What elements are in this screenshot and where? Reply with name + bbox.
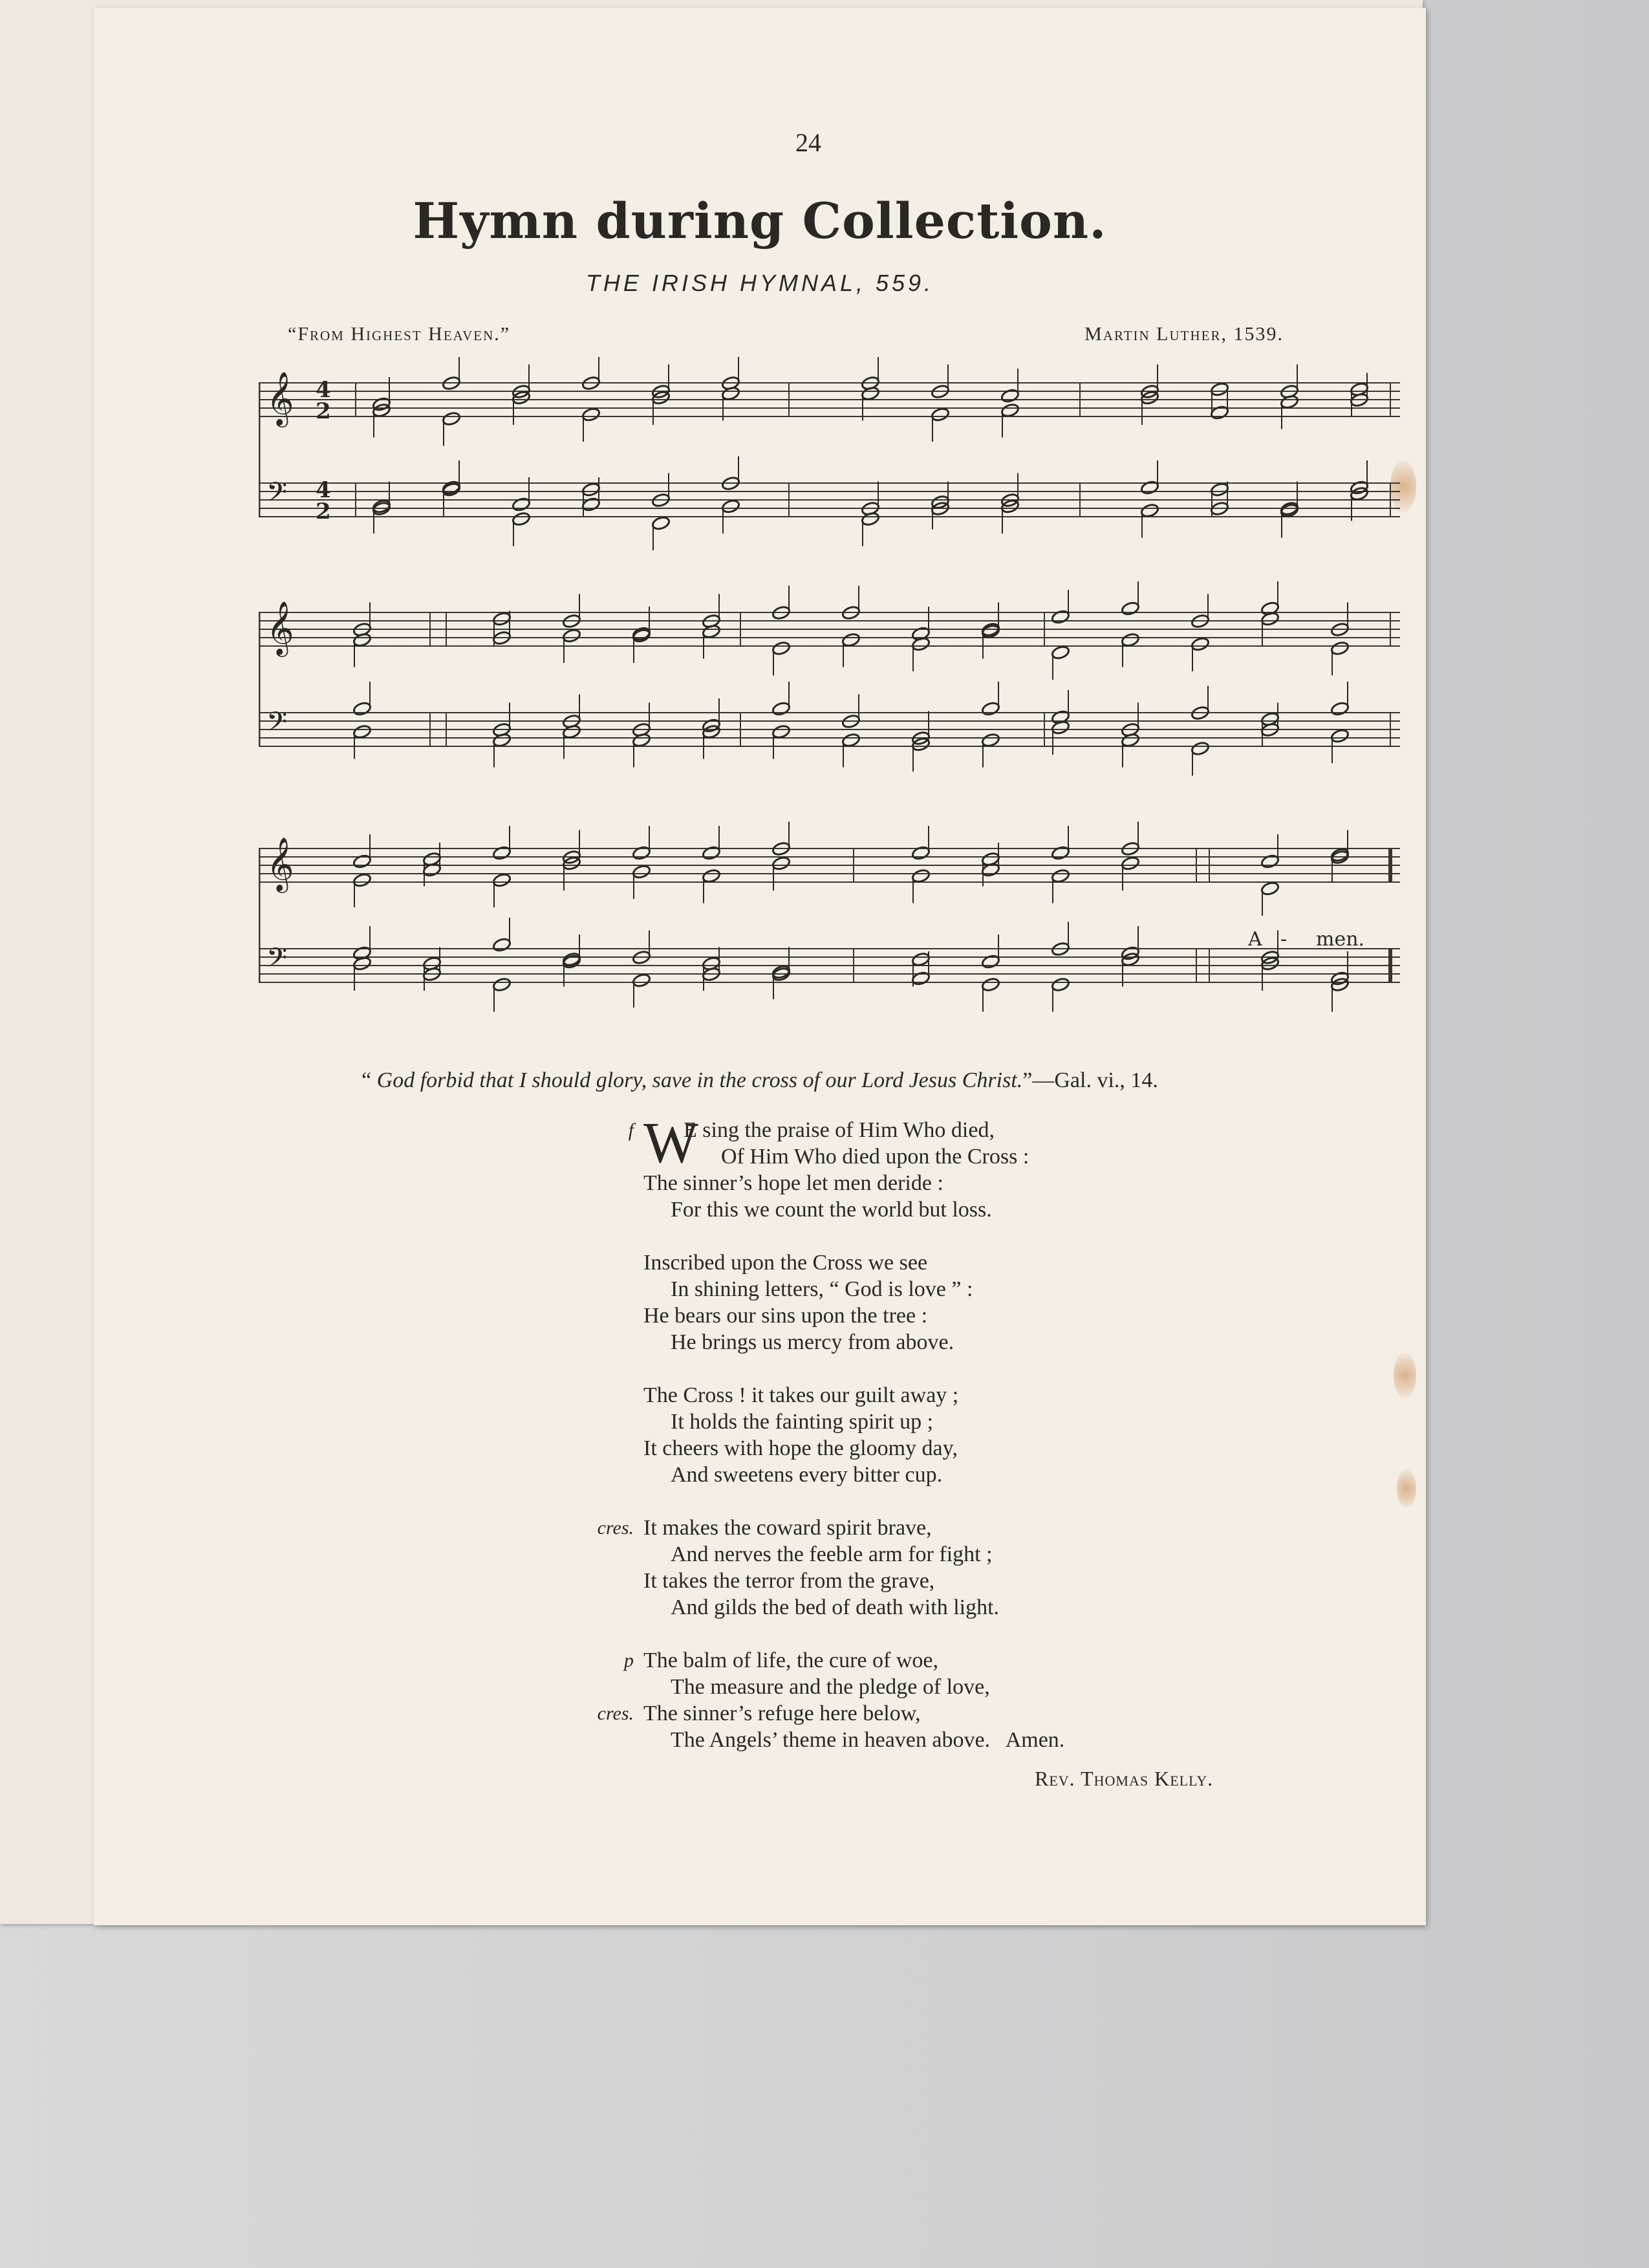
verse-3 xyxy=(643,1382,1064,1488)
epigraph-text: God forbid that I should glory, save in the cross of our Lord Jesus Christ. xyxy=(376,1068,1023,1092)
tune-name: “From Highest Heaven.” xyxy=(288,323,511,345)
verse-line: It cheers with hope the gloomy day, xyxy=(643,1436,958,1460)
notehead xyxy=(581,482,601,497)
dynamic-marking: cres. xyxy=(597,1703,634,1724)
notehead xyxy=(442,482,461,497)
notehead xyxy=(911,845,931,861)
music-score xyxy=(259,357,1410,1042)
notehead xyxy=(702,869,721,884)
notehead xyxy=(632,628,651,643)
notehead xyxy=(1121,856,1140,871)
lyric-hyphen: - xyxy=(1280,928,1288,951)
notehead xyxy=(721,499,740,514)
verse-line: The sinner’s hope let men deride : xyxy=(643,1171,943,1195)
paper-stain xyxy=(1397,1469,1416,1508)
notehead xyxy=(1330,728,1350,744)
verse-line: The sinner’s refuge here below, xyxy=(643,1701,921,1725)
notehead xyxy=(1140,503,1159,519)
notehead xyxy=(1191,741,1210,757)
notehead xyxy=(931,407,950,422)
bass-clef-icon: 𝄢 xyxy=(266,942,288,980)
hymn-verses xyxy=(597,1111,1065,1780)
time-signature-treble-bottom: 2 xyxy=(316,398,331,424)
treble-clef-icon: 𝄞 xyxy=(266,600,294,654)
notehead xyxy=(1000,388,1020,404)
notehead xyxy=(841,733,861,748)
notehead xyxy=(1330,701,1350,717)
notehead xyxy=(352,872,372,888)
notehead xyxy=(352,701,372,717)
verse-2 xyxy=(643,1249,1064,1355)
hymnal-reference: THE IRISH HYMNAL, 559. xyxy=(585,270,934,296)
notehead xyxy=(442,411,461,427)
verse-line: It makes the coward spirit brave, xyxy=(643,1516,932,1540)
verse-line: The balm of life, the cure of woe, xyxy=(643,1648,938,1672)
notehead xyxy=(981,701,1000,717)
lyric-amen-a: A xyxy=(1248,928,1262,951)
notehead xyxy=(911,952,931,967)
notehead xyxy=(492,611,512,627)
notehead xyxy=(562,952,581,967)
verse-line: He brings us mercy from above. xyxy=(671,1330,954,1354)
notehead xyxy=(1330,641,1350,656)
notehead xyxy=(632,864,651,880)
notehead xyxy=(632,973,651,988)
notehead xyxy=(911,971,931,986)
notehead xyxy=(492,977,512,993)
verse-line: For this we count the world but loss. xyxy=(671,1198,992,1222)
notehead xyxy=(1260,854,1280,869)
notehead xyxy=(1280,503,1299,519)
treble-clef-icon: 𝄞 xyxy=(266,836,294,891)
verse-line: The measure and the pledge of love, xyxy=(671,1675,990,1699)
verse-line: The Cross ! it takes our guilt away ; xyxy=(643,1383,959,1407)
notehead xyxy=(492,845,512,861)
verse-line: It holds the fainting spirit up ; xyxy=(671,1410,934,1434)
notehead xyxy=(771,641,791,656)
verse-4 xyxy=(597,1515,1064,1621)
notehead xyxy=(492,872,512,888)
notehead xyxy=(1210,405,1229,420)
notehead xyxy=(651,515,671,531)
dynamic-marking: f xyxy=(628,1119,634,1141)
verse-line: It takes the terror from the grave, xyxy=(643,1569,935,1593)
notehead xyxy=(771,964,791,980)
bass-clef-icon: 𝄢 xyxy=(266,706,288,744)
epigraph-open-quote: “ xyxy=(361,1068,377,1092)
notehead xyxy=(1210,482,1229,497)
notehead xyxy=(771,701,791,717)
hymn-title: Hymn during Collection. xyxy=(413,192,1107,250)
notehead xyxy=(352,854,372,869)
notehead xyxy=(1051,977,1070,993)
hymn-author: Rev. Thomas Kelly. xyxy=(1035,1767,1214,1790)
notehead xyxy=(1051,869,1070,884)
notehead xyxy=(1330,847,1350,863)
notehead xyxy=(1051,845,1070,861)
notehead xyxy=(1121,632,1140,648)
notehead xyxy=(562,628,581,643)
notehead xyxy=(1140,480,1159,495)
notehead xyxy=(1000,403,1020,418)
verse-line: He bears our sins upon the tree : xyxy=(643,1304,928,1328)
composer: Martin Luther, 1539. xyxy=(1084,323,1284,345)
page-number: 24 xyxy=(795,128,821,157)
notehead xyxy=(911,869,931,884)
notehead xyxy=(1121,601,1140,616)
verse-line: The Angels’ theme in heaven above. Amen. xyxy=(671,1728,1065,1752)
time-signature-bass-top: 4 xyxy=(316,477,331,503)
notehead xyxy=(771,856,791,871)
bass-clef-icon: 𝄢 xyxy=(266,477,288,514)
notehead xyxy=(512,512,531,527)
notehead xyxy=(841,632,861,648)
paper-stain xyxy=(1394,1353,1416,1398)
verse-line: E sing the praise of Him Who died, xyxy=(684,1118,995,1142)
time-signature-treble-top: 4 xyxy=(316,377,331,403)
hymn-page xyxy=(94,8,1426,1925)
notehead xyxy=(1191,636,1210,652)
verse-line: And sweetens every bitter cup. xyxy=(671,1463,943,1487)
notehead xyxy=(372,499,391,514)
notehead xyxy=(1260,881,1280,896)
dynamic-marking: p xyxy=(624,1650,634,1671)
notehead xyxy=(492,937,512,953)
dynamic-marking: cres. xyxy=(597,1517,634,1539)
notehead xyxy=(1051,645,1070,660)
verse-line: And nerves the feeble arm for fight ; xyxy=(671,1542,993,1566)
notehead xyxy=(512,497,531,512)
notehead xyxy=(981,624,1000,640)
lyric-amen-men: men. xyxy=(1316,928,1365,951)
drop-cap: W xyxy=(643,1111,698,1175)
epigraph xyxy=(94,1068,1426,1093)
notehead xyxy=(702,845,721,861)
notehead xyxy=(981,977,1000,993)
notehead xyxy=(352,724,372,740)
verse-line: Inscribed upon the Cross we see xyxy=(643,1251,928,1275)
time-signature-bass-bottom: 2 xyxy=(316,499,331,524)
notehead xyxy=(632,845,651,861)
verse-5 xyxy=(597,1647,1065,1753)
epigraph-reference: ”—Gal. vi., 14. xyxy=(1022,1068,1158,1092)
verse-line: And gilds the bed of death with light. xyxy=(671,1595,1000,1619)
verse-1 xyxy=(628,1111,1064,1223)
notehead xyxy=(981,733,1000,748)
verse-line: In shining letters, “ God is love ” : xyxy=(671,1277,973,1301)
treble-clef-icon: 𝄞 xyxy=(266,371,294,425)
notehead xyxy=(1210,382,1229,397)
notehead xyxy=(581,407,601,422)
notehead xyxy=(1051,609,1070,625)
notehead xyxy=(581,497,601,512)
verse-line: Of Him Who died upon the Cross : xyxy=(721,1145,1029,1169)
notehead xyxy=(981,954,1000,969)
notehead xyxy=(771,724,791,740)
notehead xyxy=(931,495,950,510)
